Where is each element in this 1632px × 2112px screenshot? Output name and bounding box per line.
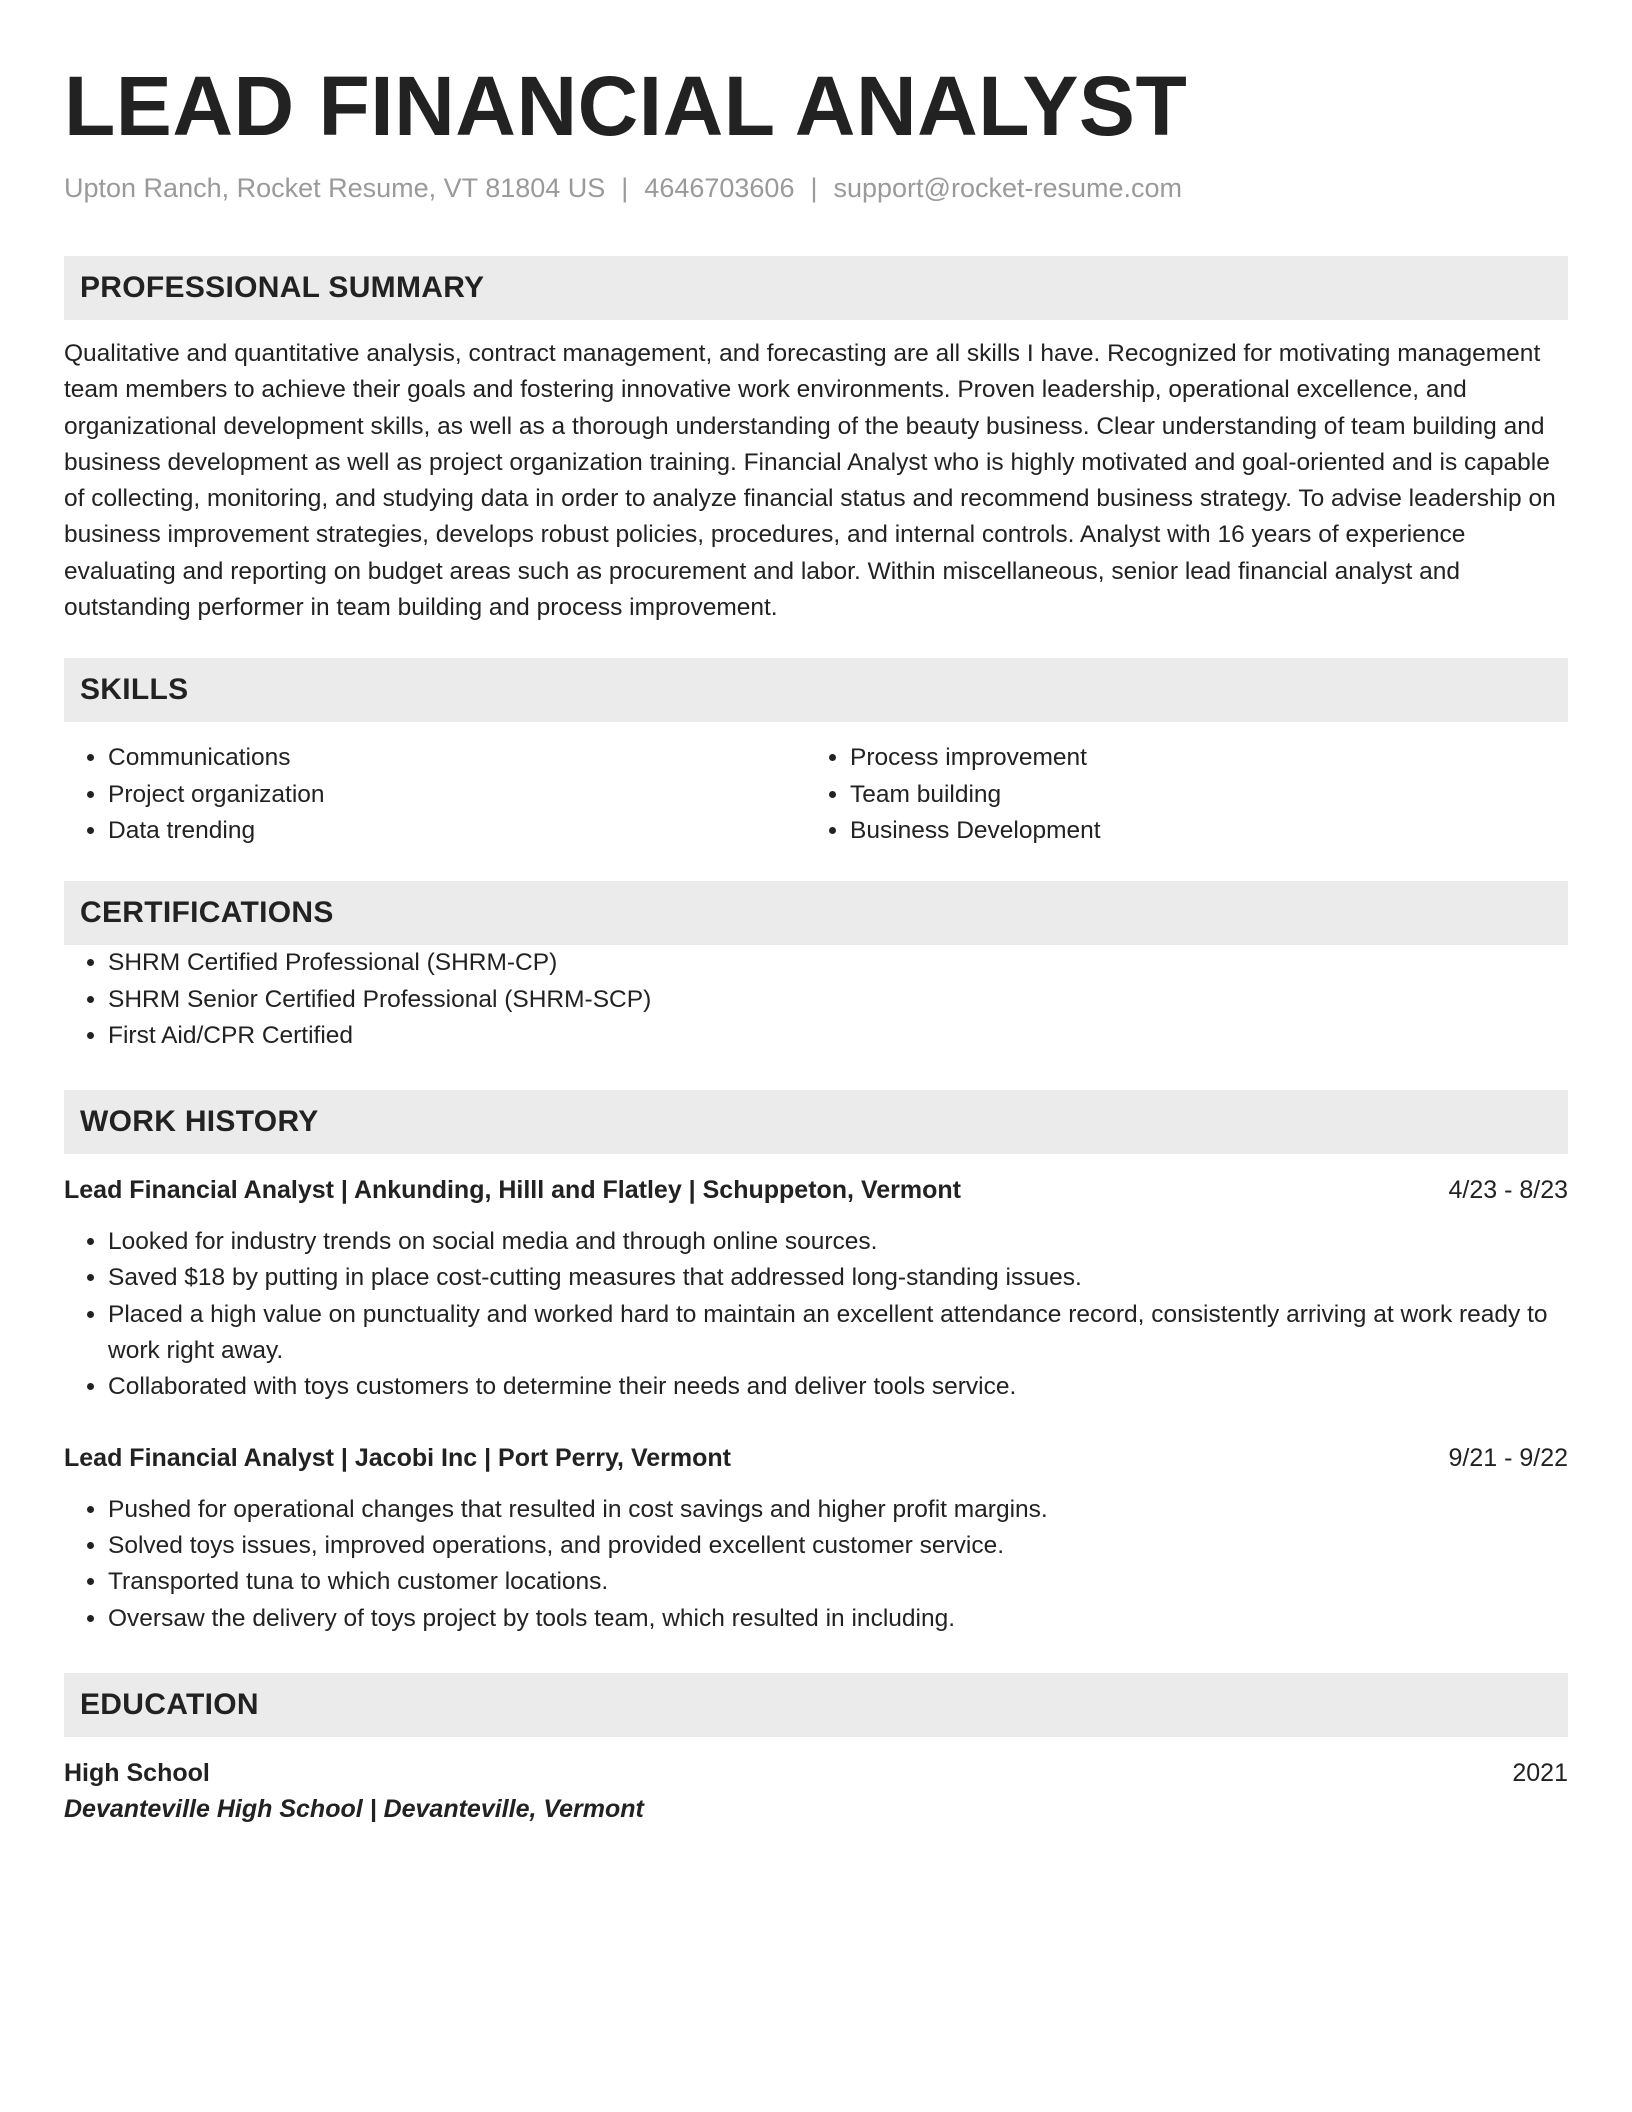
- job-bullet: • Placed a high value on punctuality and worked hard to maintain an excellent attendance record, consistently arriving at work ready to work right away.: [108, 1297, 1568, 1370]
- education-header: [64, 1755, 1568, 1791]
- certification-item: • SHRM Senior Certified Professional (SHRM-SCP): [108, 982, 1568, 1018]
- skill-item: • Process improvement: [850, 740, 1548, 776]
- section-heading-work-history: WORK HISTORY: [64, 1090, 1568, 1154]
- job-dates: 9/21 - 9/22: [1448, 1443, 1568, 1472]
- job-bullets: [64, 1492, 1568, 1637]
- certifications-list: [64, 945, 1568, 1054]
- section-heading-certifications: CERTIFICATIONS: [64, 881, 1568, 945]
- contact-line: [64, 170, 1568, 206]
- job-header: [64, 1440, 1568, 1476]
- job-entry: [64, 1172, 1568, 1405]
- job-bullet: • Saved $18 by putting in place cost-cutting measures that addressed long-standing issues.: [108, 1260, 1568, 1296]
- job-bullet: • Looked for industry trends on social media and through online sources.: [108, 1224, 1568, 1260]
- summary-text: Qualitative and quantitative analysis, contract management, and forecasting are all skills I have. Recognized for motivating management team members to achieve their goals and fostering innovative work environments. Proven leadership, operational excellence, and organizational development skills, as well as a thorough understanding of the beauty business. Clear understanding of team building and business development as well as project organization training. Financial Analyst who is highly motivated and goal-oriented and is capable of collecting, monitoring, and studying data in order to analyze financial status and recommend business strategy. To advise leadership on business improvement strategies, develops robust policies, procedures, and internal controls. Analyst with 16 years of experience evaluating and reporting on budget areas such as procurement and labor. Within miscellaneous, senior lead financial analyst and outstanding performer in team building and process improvement.: [64, 340, 1556, 622]
- education-school: Devanteville High School | Devanteville, Vermont: [64, 1794, 644, 1823]
- job-dates: 4/23 - 8/23: [1448, 1176, 1568, 1205]
- job-title: Lead Financial Analyst | Jacobi Inc | Port Perry, Vermont: [64, 1443, 731, 1472]
- section-heading-summary: PROFESSIONAL SUMMARY: [64, 256, 1568, 320]
- education-entry: [64, 1755, 1568, 1827]
- section-heading-skills: SKILLS: [64, 658, 1568, 722]
- education-degree: High School: [64, 1758, 210, 1787]
- skill-item: • Data trending: [108, 813, 806, 849]
- contact-phone: 4646703606: [644, 173, 795, 203]
- certification-item: • First Aid/CPR Certified: [108, 1018, 1568, 1054]
- contact-separator: |: [810, 173, 818, 203]
- job-bullet: • Collaborated with toys customers to determine their needs and deliver tools service.: [108, 1369, 1568, 1405]
- job-bullet: • Oversaw the delivery of toys project by tools team, which resulted in including.: [108, 1601, 1568, 1637]
- section-heading-education: EDUCATION: [64, 1673, 1568, 1737]
- job-bullet: • Solved toys issues, improved operations, and provided excellent customer service.: [108, 1528, 1568, 1564]
- certification-item: • SHRM Certified Professional (SHRM-CP): [108, 945, 1568, 981]
- contact-email: support@rocket-resume.com: [833, 173, 1183, 203]
- job-title: Lead Financial Analyst | Ankunding, Hilll and Flatley | Schuppeton, Vermont: [64, 1176, 961, 1205]
- skills-list: [64, 740, 1568, 849]
- skill-item: • Business Development: [850, 813, 1548, 849]
- education-year: 2021: [1512, 1758, 1568, 1787]
- job-bullet: • Pushed for operational changes that resulted in cost savings and higher profit margins.: [108, 1492, 1568, 1528]
- job-header: [64, 1172, 1568, 1208]
- job-entry: [64, 1440, 1568, 1637]
- skill-item: • Communications: [108, 740, 806, 776]
- contact-separator: |: [621, 173, 629, 203]
- job-bullet: • Transported tuna to which customer locations.: [108, 1564, 1568, 1600]
- contact-address: Upton Ranch, Rocket Resume, VT 81804 US: [64, 173, 606, 203]
- job-bullets: [64, 1224, 1568, 1405]
- skills-column-right: [806, 740, 1548, 849]
- skill-item: • Project organization: [108, 777, 806, 813]
- skills-column-left: [64, 740, 806, 849]
- resume-title: LEAD FINANCIAL ANALYST: [64, 59, 1188, 153]
- skill-item: • Team building: [850, 777, 1548, 813]
